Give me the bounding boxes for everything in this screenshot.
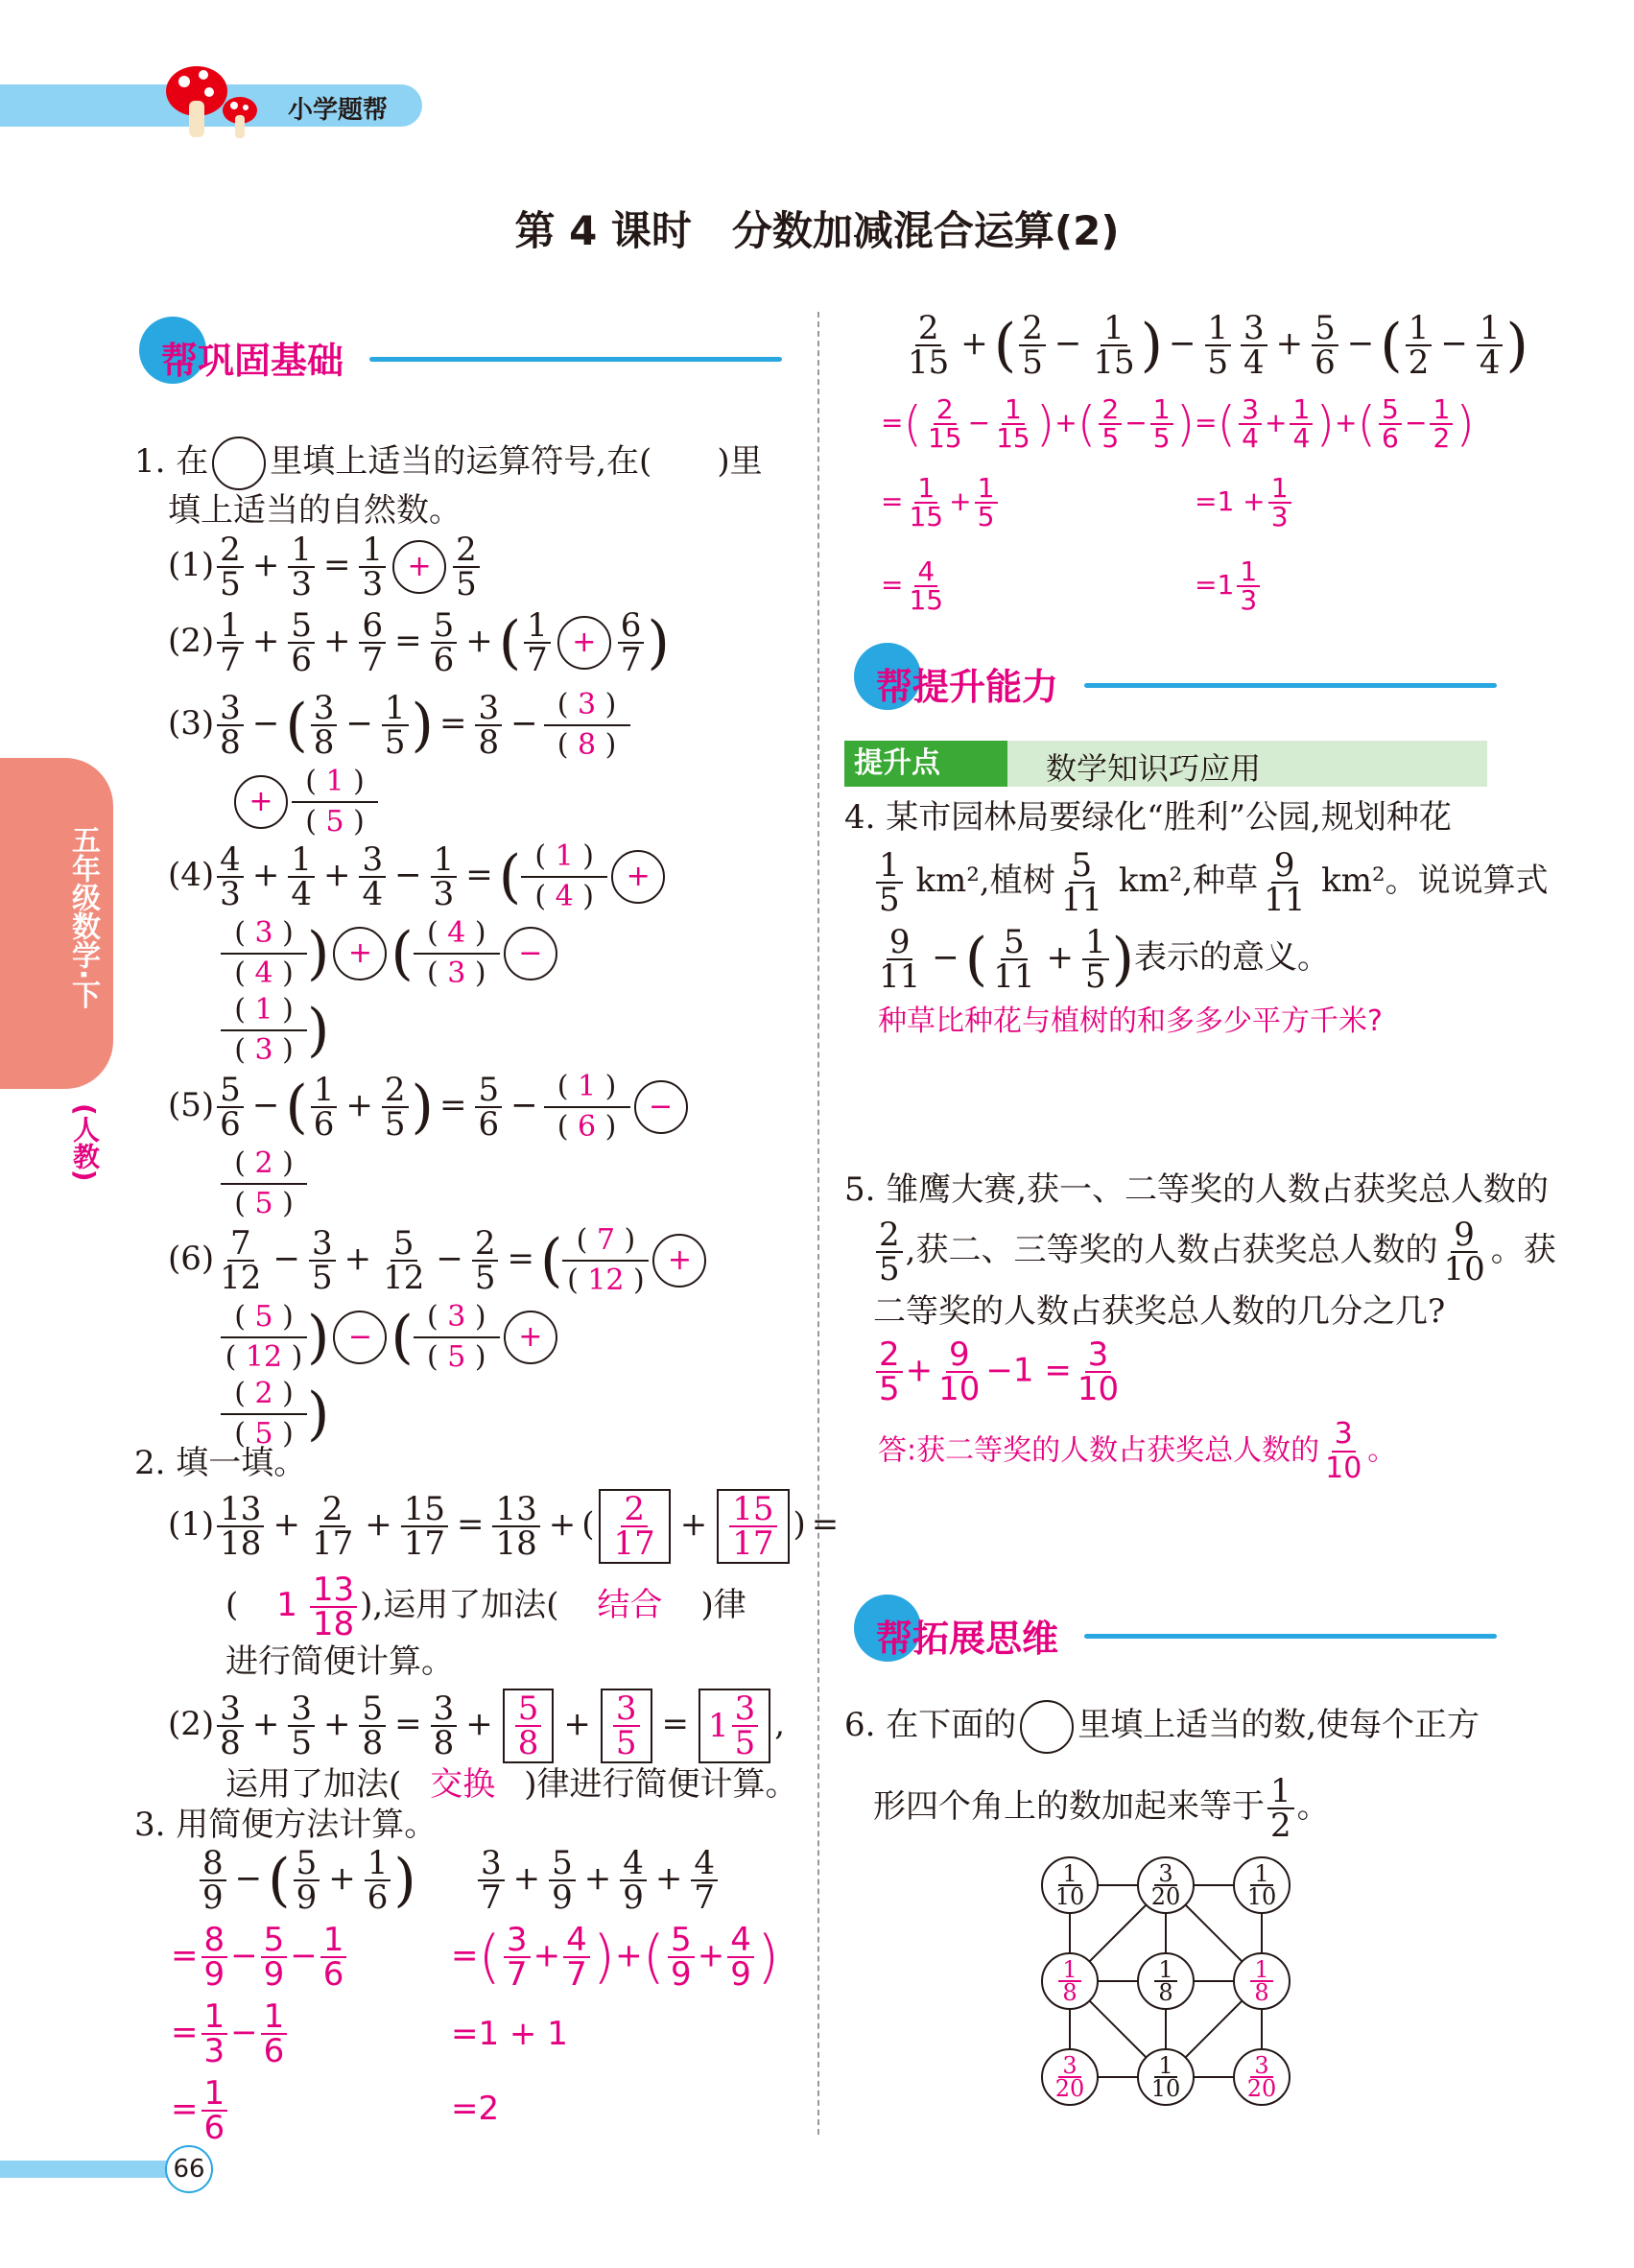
side-tab-edition: (人教) [69,1103,101,1182]
q3-expr-3-step3: = $\frac{4}{15}$ [881,555,944,616]
node-top-right: 1 10 [1233,1856,1291,1914]
q4-line2: $\frac{1}{5}$ km²,植树 $\frac{5}{11}$ km²,种草 $\frac{9}{11}$ km²。说说算式 [873,849,1549,916]
section-basic-title: 帮巩固基础 [161,340,344,382]
q2-item-2b: 运用了加法( 交换 )律进行简便计算。 [225,1765,798,1804]
q3-expr-4-step3: =1 $\frac{1}{3}$ [1195,558,1263,614]
q5-line3: 二等奖的人数占获奖总人数的几分之几? [873,1292,1446,1331]
q6-line2: 形四个角上的数加起来等于 $\frac{1}{2}$ 。 [873,1772,1330,1845]
q2-item-1: (1) $\frac{13}{18}$ + $\frac{2}{17}$ + $\frac{15}{17}$ = $\frac{13}{18}$ + ( 2 17 + 15 17 ) = [168,1490,840,1563]
node-center: 1 8 [1137,1952,1195,2010]
q3-expr-4: $\frac{3}{4}$ + $\frac{5}{6}$ − ( $\frac{1}{2}$ − $\frac{1}{4}$ ) [1238,312,1528,379]
section-improve-line [1084,683,1497,688]
section-extend-line [1084,1634,1497,1639]
q3-expr-4-step1: =( $\frac{3}{4}$ + $\frac{1}{4}$ )+( $\frac{5}{6}$ − $\frac{1}{2}$ ) [1195,393,1475,454]
q2-item-2: (2) $\frac{3}{8}$ + $\frac{3}{5}$ + $\frac{5}{8}$ = $\frac{3}{8}$ + 5 8 + 3 5 = 1 3 5 , [168,1689,786,1762]
q3-stem: 3. 用简便方法计算。 [134,1806,438,1844]
q1-item-4: (4) $\frac{4}{3}$ + $\frac{1}{4}$ + $\frac{3}{4}$ − $\frac{1}{3}$ = ( $\frac{( 1 )}{( 4 )}$ + [168,838,669,916]
q2-item-1c: 进行简便计算。 [225,1642,454,1681]
q3-expr-1-step1: = $\frac{8}{9}$ − $\frac{5}{9}$ − $\frac{1}{6}$ [171,1924,349,1991]
q3-expr-3-step1: =( $\frac{2}{15}$ − $\frac{1}{15}$ )+( $\frac{2}{5}$ − $\frac{1}{5}$ ) [881,393,1196,454]
node-top-left: 1 10 [1041,1856,1099,1914]
q3-expr-1-step2: = $\frac{1}{3}$ − $\frac{1}{6}$ [171,2000,290,2067]
q5-calc: $\frac{2}{5}$ + $\frac{9}{10}$ −1 = $\frac{3}{10}$ [873,1338,1125,1406]
q1-item-4c: $\frac{( 1 )}{( 3 )}$ ) [221,991,329,1070]
mushroom-logo-icon [163,58,259,144]
q3-expr-2-step2: =1 + 1 [451,2015,568,2053]
q1-item-1: (1) $\frac{2}{5}$ + $\frac{1}{3}$ = $\frac{1}{3}$ + $\frac{2}{5}$ [168,533,483,601]
tip-text: 数学知识巧应用 [1046,750,1262,787]
q3-expr-2-step3: =2 [451,2090,500,2128]
node-bottom-left: 3 20 [1041,2048,1099,2106]
node-top-mid: 3 20 [1137,1856,1195,1914]
q1-item-3b: + $\frac{( 1 )}{( 5 )}$ [230,763,378,841]
q5-line1: 5. 雏鹰大赛,获一、二等奖的人数占获奖总人数的 [844,1170,1550,1209]
q3-expr-3: $\frac{2}{15}$ + ( $\frac{2}{5}$ − $\frac{1}{15}$ ) − $\frac{1}{5}$ [902,312,1234,379]
q5-answer: 答:获二等奖的人数占获奖总人数的 $\frac{3}{10}$ 。 [878,1417,1397,1485]
footer-bar [0,2161,192,2178]
q1-stem: 1. 在 里填上适当的运算符号,在( )里 [134,437,763,490]
q1-item-6b: $\frac{( 5 )}{( 12 )}$ ) − ( $\frac{( 3 )}{( 5 )}$ + [221,1298,561,1377]
node-mid-left: 1 8 [1041,1952,1099,2010]
q1-item-5b: $\frac{( 2 )}{( 5 )}$ [221,1145,307,1223]
q6-line1: 6. 在下面的 里填上适当的数,使每个正方 [844,1700,1480,1754]
node-bottom-mid: 1 10 [1137,2048,1195,2106]
column-divider [817,312,819,2135]
page-number: 66 [165,2145,213,2193]
q1-item-2: (2) $\frac{1}{7}$ + $\frac{5}{6}$ + $\frac{6}{7}$ = $\frac{5}{6}$ + ( $\frac{1}{7}$ + $\frac{6}{7}$ ) [168,606,670,679]
q2-item-1b: ( 1 $\frac{13}{18}$ ),运用了加法( 结合 )律 [225,1571,746,1643]
q6-diagram [1036,1852,1295,2111]
q3-expr-1: $\frac{8}{9}$ − ( $\frac{5}{9}$ + $\frac{1}{6}$ ) [197,1847,416,1914]
page-title: 第 4 课时 分数加减混合运算(2) [514,207,1120,254]
q4-stem: 4. 某市园林局要绿化“胜利”公园,规划种花 [844,798,1452,837]
q3-expr-1-step3: = $\frac{1}{6}$ [171,2077,230,2144]
q3-expr-2: $\frac{3}{7}$ + $\frac{5}{9}$ + $\frac{4}{9}$ + $\frac{4}{7}$ [475,1847,721,1914]
q1-item-5: (5) $\frac{5}{6}$ − ( $\frac{1}{6}$ + $\frac{2}{5}$ ) = $\frac{5}{6}$ − $\frac{( 1 )}{( 6 )}$ − [168,1068,692,1146]
side-tab-grade: 五年级数学·下 [66,825,100,1009]
q5-line2: $\frac{2}{5}$ ,获二、三等奖的人数占获奖总人数的 $\frac{9}{10}$ 。获 [873,1218,1556,1286]
q4-answer: 种草比种花与植树的和多多少平方千米? [878,1004,1383,1038]
brand-name: 小学题帮 [288,96,389,125]
q1-item-3: (3) $\frac{3}{8}$ − ( $\frac{3}{8}$ − $\frac{1}{5}$ ) = $\frac{3}{8}$ − $\frac{( 3 )}{( 8 )}$ [168,686,630,765]
q4-line3: $\frac{9}{11}$ − ( $\frac{5}{11}$ + $\frac{1}{5}$ )表示的意义。 [879,923,1331,996]
q3-expr-2-step1: =( $\frac{3}{7}$ + $\frac{4}{7}$ )+( $\frac{5}{9}$ + $\frac{4}{9}$ ) [451,1921,780,1994]
tip-label: 提升点 [844,741,1007,787]
q1-item-6c: $\frac{( 2 )}{( 5 )}$ ) [221,1375,329,1453]
q1-item-4b: $\frac{( 3 )}{( 4 )}$ ) + ( $\frac{( 4 )}{( 3 )}$ − [221,914,561,993]
section-basic-line [369,357,782,362]
section-extend-title: 帮拓展思维 [876,1618,1059,1660]
q1-item-6: (6) $\frac{7}{12}$ − $\frac{3}{5}$ + $\frac{5}{12}$ − $\frac{2}{5}$ = ( $\frac{( 7 )}{( 12 )}$ + [168,1221,710,1300]
q3-expr-4-step2: =1 + $\frac{1}{3}$ [1195,475,1294,531]
q1-stem-2: 填上适当的自然数。 [168,491,462,530]
node-bottom-right: 3 20 [1233,2048,1291,2106]
q3-expr-3-step2: = $\frac{1}{15}$ + $\frac{1}{5}$ [881,475,1001,531]
section-improve-title: 帮提升能力 [876,666,1059,708]
node-mid-right: 1 8 [1233,1952,1291,2010]
q2-stem: 2. 填一填。 [134,1444,307,1482]
